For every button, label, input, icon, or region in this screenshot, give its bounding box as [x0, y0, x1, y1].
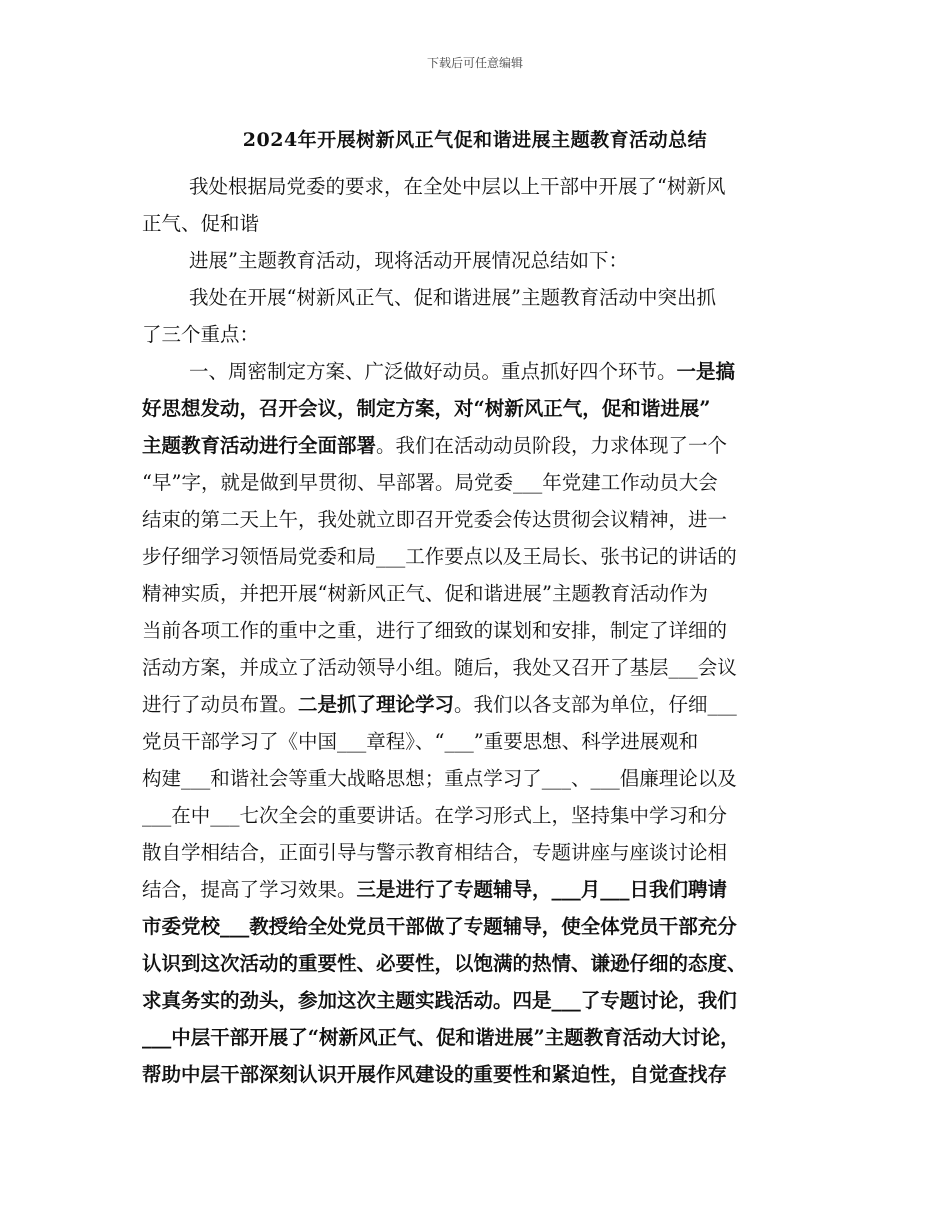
- text-segment: “早”字，就是做到早贯彻、早部署。局党委___年党建工作动员大会: [142, 471, 718, 494]
- text-segment: 精神实质，并把开展“树新风正气、促和谐进展”主题教育活动作为: [142, 582, 708, 605]
- text-segment: 我处根据局党委的要求，在全处中层以上干部中开展了“树新风: [189, 175, 726, 198]
- text-segment: 进行了动员布置。: [142, 693, 299, 716]
- text-segment: 一、周密制定方案、广泛做好动员。重点抓好四个环节。: [189, 360, 677, 383]
- text-line: [142, 612, 810, 649]
- text-line: [142, 538, 810, 575]
- text-line: [142, 427, 810, 464]
- text-segment: 进展”主题教育活动，现将活动开展情况总结如下：: [189, 249, 628, 272]
- text-line: [142, 760, 810, 797]
- text-line: [142, 1019, 810, 1056]
- text-segment: 市委党校___教授给全处党员干部做了专题辅导，使全体党员干部充分: [142, 915, 737, 938]
- text-line: [142, 686, 810, 723]
- text-segment: 党员干部学习了《中国___章程》、“___”重要思想、科学进展观和: [142, 730, 699, 753]
- text-line: [142, 390, 810, 427]
- text-segment: 。我们在活动动员阶段，力求体现了一个: [376, 434, 728, 457]
- text-segment: ___中层干部开展了“树新风正气、促和谐进展”主题教育活动大讨论，: [142, 1026, 740, 1049]
- text-segment: 构建___和谐社会等重大战略思想；重点学习了___、___倡廉理论以及: [142, 767, 737, 790]
- text-segment: 。我们以各支部为单位，仔细___: [454, 693, 737, 716]
- text-segment: 结合，提高了学习效果。: [142, 878, 357, 901]
- text-segment: 一是搞: [676, 360, 736, 383]
- text-line: [142, 575, 810, 612]
- text-segment: 好思想发动，召开会议，制定方案，对“树新风正气，促和谐进展”: [142, 397, 711, 420]
- text-line: [142, 797, 810, 834]
- text-segment: 我处在开展“树新风正气、促和谐进展”主题教育活动中突出抓: [189, 286, 716, 309]
- document-title: 2024年开展树新风正气促和谐进展主题教育活动总结: [242, 129, 708, 151]
- text-segment: 结束的第二天上午，我处就立即召开党委会传达贯彻会议精神，进一: [142, 508, 728, 531]
- text-line: [142, 871, 810, 908]
- text-segment: 散自学相结合，正面引导与警示教育相结合，专题讲座与座谈讨论相: [142, 841, 728, 864]
- text-line: [142, 982, 810, 1019]
- text-line: [142, 279, 810, 316]
- text-segment: 步仔细学习领悟局党委和局___工作要点以及王局长、张书记的讲话的: [142, 545, 737, 568]
- text-line: [142, 464, 810, 501]
- text-segment: 认识到这次活动的重要性、必要性，以饱满的热情、谦逊仔细的态度、: [142, 952, 747, 975]
- header-note: 下载后可任意编辑: [426, 56, 523, 70]
- document-body: [142, 168, 810, 1093]
- text-line: [142, 908, 810, 945]
- text-line: [142, 723, 810, 760]
- text-line: [142, 353, 810, 390]
- text-segment: 二是抓了理论学习: [298, 693, 455, 716]
- text-line: [142, 316, 810, 353]
- text-line: [142, 205, 810, 242]
- text-segment: 帮助中层干部深刻认识开展作风建设的重要性和紧迫性，自觉查找存: [142, 1063, 728, 1086]
- text-line: [142, 501, 810, 538]
- text-segment: 了三个重点：: [142, 323, 260, 346]
- text-segment: ___在中___七次全会的重要讲话。在学习形式上，坚持集中学习和分: [142, 804, 728, 827]
- text-segment: 活动方案，并成立了活动领导小组。随后，我处又召开了基层___会议: [142, 656, 737, 679]
- text-line: [142, 168, 810, 205]
- text-segment: 当前各项工作的重中之重，进行了细致的谋划和安排，制定了详细的: [142, 619, 728, 642]
- text-line: [142, 945, 810, 982]
- text-segment: 求真务实的劲头，参加这次主题实践活动。四是___了专题讨论，我们: [142, 989, 737, 1012]
- text-segment: 正气、促和谐: [142, 212, 260, 235]
- text-segment: 主题教育活动进行全面部署: [142, 434, 377, 457]
- text-line: [142, 649, 810, 686]
- text-line: [142, 1056, 810, 1093]
- text-segment: 三是进行了专题辅导，___月___日我们聘请: [356, 878, 728, 901]
- text-line: [142, 834, 810, 871]
- text-line: [142, 242, 810, 279]
